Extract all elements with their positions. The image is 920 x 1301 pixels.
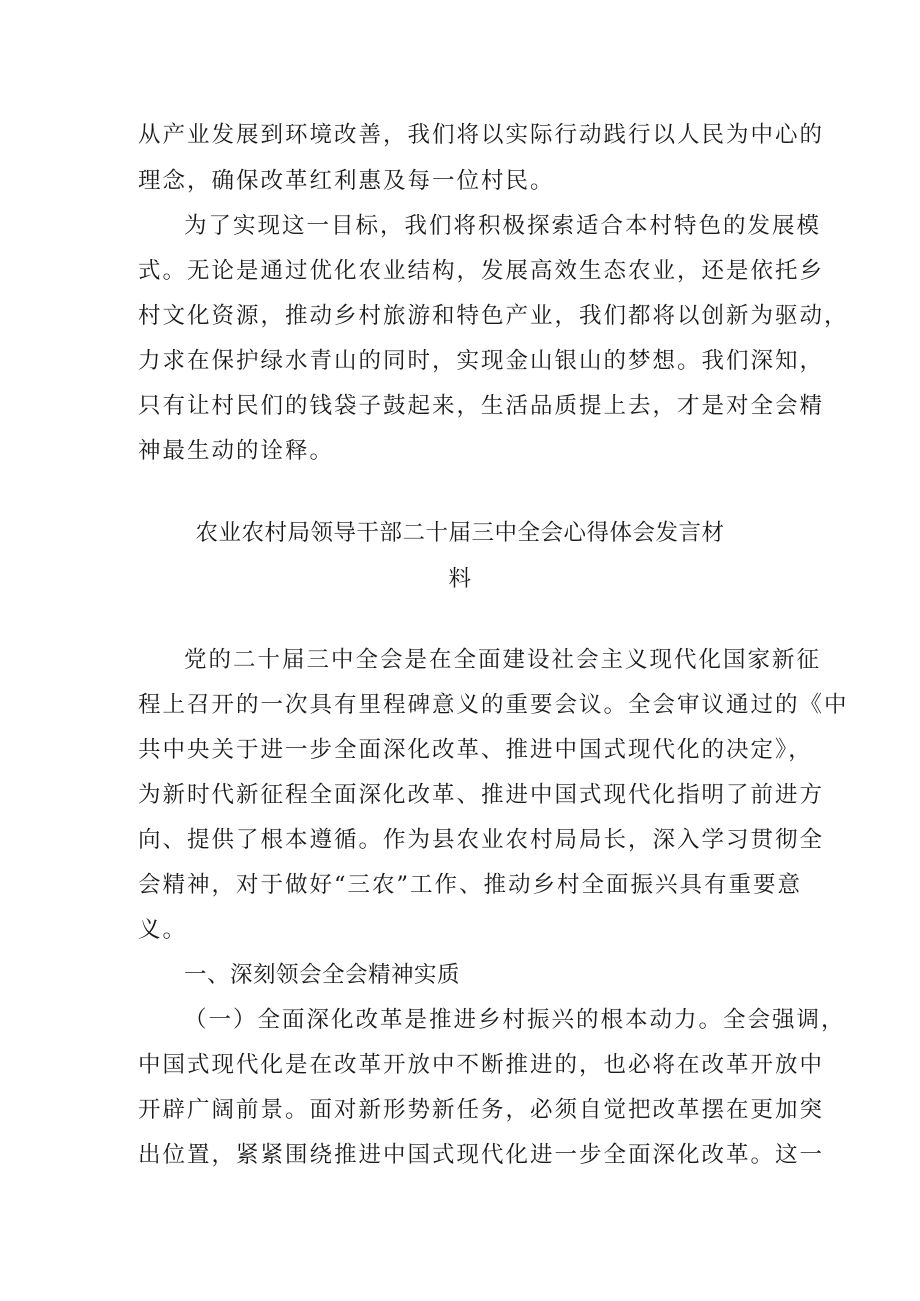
body-text-line: 为新时代新征程全面深化改革、推进中国式现代化指明了前进方 (138, 782, 825, 808)
section-heading: 一、深刻领会全会精神实质 (184, 962, 461, 988)
body-text-line: 理念，确保改革红利惠及每一位村民。 (138, 168, 555, 194)
article-title-line: 料 (448, 566, 472, 592)
body-text-line: 中国式现代化是在改革开放中不断推进的，也必将在改革开放中 (138, 1052, 825, 1078)
body-text-line: 共中央关于进一步全面深化改革、推进中国式现代化的决定》， (138, 737, 813, 763)
article-title-line: 农业农村局领导干部二十届三中全会心得体会发言材 (195, 520, 725, 546)
body-text-line: 会精神，对于做好“三农”工作、推动乡村全面振兴具有重要意 (138, 872, 803, 898)
body-text-line: 开辟广阔前景。面对新形势新任务，必须自觉把改革摆在更加突 (138, 1097, 825, 1123)
body-text-line: 出位置，紧紧围绕推进中国式现代化进一步全面深化改革。这一 (138, 1142, 825, 1168)
body-text-line: 村文化资源，推动乡村旅游和特色产业，我们都将以创新为驱动， (138, 303, 849, 329)
body-text-line: （一）全面深化改革是推进乡村振兴的根本动力。全会强调， (184, 1007, 846, 1033)
body-text-line: 只有让村民们的钱袋子鼓起来，生活品质提上去，才是对全会精 (138, 393, 825, 419)
body-text-line: 力求在保护绿水青山的同时，实现金山银山的梦想。我们深知， (138, 348, 825, 374)
body-text-line: 党的二十届三中全会是在全面建设社会主义现代化国家新征 (184, 647, 822, 673)
body-text-line: 为了实现这一目标，我们将积极探索适合本村特色的发展模 (184, 213, 822, 239)
body-text-line: 向、提供了根本遵循。作为县农业农村局局长，深入学习贯彻全 (138, 827, 825, 853)
body-text-line: 式。无论是通过优化农业结构，发展高效生态农业，还是依托乡 (138, 258, 825, 284)
body-text-line: 义。 (138, 917, 188, 943)
body-text-line: 从产业发展到环境改善，我们将以实际行动践行以人民为中心的 (138, 122, 825, 148)
body-text-line: 程上召开的一次具有里程碑意义的重要会议。全会审议通过的《中 (138, 692, 849, 718)
body-text-line: 神最生动的诠释。 (138, 438, 335, 464)
